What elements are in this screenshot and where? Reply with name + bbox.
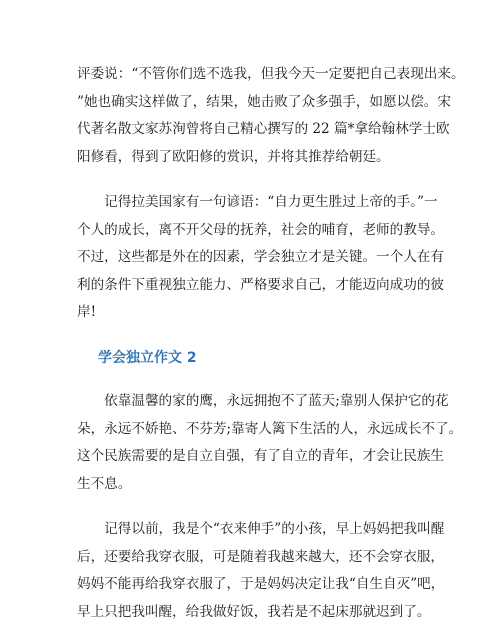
paragraph-1 [77, 61, 444, 171]
text-line: 个人的成长，离不开父母的抚养，社会的哺育，老师的教导。 [77, 217, 444, 245]
text-line: 记得拉美国家有一句谚语：“自力更生胜过上帝的手。”一 [77, 189, 444, 217]
text-line: 朵，永远不娇艳、不芬芳;靠寄人篱下生活的人，永远成长不了。 [77, 416, 444, 444]
text-line: 阳修看，得到了欧阳修的赏识，并将其推荐给朝廷。 [77, 144, 444, 172]
text-line: 早上只把我叫醒，给我做好饭，我若是不起床那就迟到了。 [77, 599, 444, 626]
text-line: 生不息。 [77, 471, 444, 499]
text-line: 记得以前，我是个“衣来伸手”的小孩，早上妈妈把我叫醒 [77, 516, 444, 544]
text-line: 不过，这些都是外在的因素，学会独立才是关键。一个人在有 [77, 244, 444, 272]
paragraph-3 [77, 388, 444, 498]
text-line: 后，还要给我穿衣服，可是随着我越来越大，还不会穿衣服， [77, 544, 444, 572]
text-line: 岸! [77, 299, 444, 327]
text-line: ”她也确实这样做了，结果，她击败了众多强手，如愿以偿。宋 [77, 89, 444, 117]
section-heading: 学会独立作文 2 [98, 345, 444, 373]
text-line: 利的条件下重视独立能力、严格要求自己，才能迈向成功的彼 [77, 272, 444, 300]
text-line: 代著名散文家苏洵曾将自己精心撰写的 22 篇*拿给翰林学士欧 [77, 116, 444, 144]
text-line: 妈妈不能再给我穿衣服了，于是妈妈决定让我“自生自灭”吧， [77, 571, 444, 599]
paragraph-2 [77, 189, 444, 327]
text-line: 评委说：“不管你们选不选我，但我今天一定要把自己表现出来。 [77, 61, 444, 89]
text-line: 依靠温馨的家的鹰，永远拥抱不了蓝天;靠别人保护它的花 [77, 388, 444, 416]
text-line: 这个民族需要的是自立自强，有了自立的青年，才会让民族生 [77, 443, 444, 471]
paragraph-4 [77, 516, 444, 626]
